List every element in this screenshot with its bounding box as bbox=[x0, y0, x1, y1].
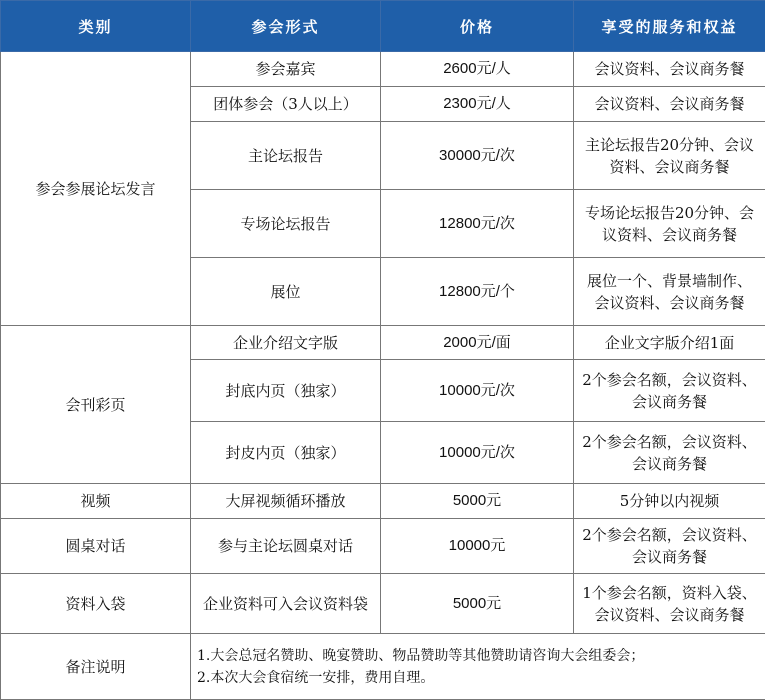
form-cell: 企业资料可入会议资料袋 bbox=[191, 574, 381, 634]
form-cell: 封皮内页（独家） bbox=[191, 422, 381, 484]
price-cell: 2600元/人 bbox=[381, 52, 574, 87]
service-cell: 企业文字版介绍1面 bbox=[574, 326, 765, 360]
header-price: 价格 bbox=[381, 1, 574, 52]
header-row bbox=[1, 1, 765, 52]
form-cell: 团体参会（3人以上） bbox=[191, 87, 381, 122]
category-cell: 参会参展论坛发言 bbox=[1, 52, 191, 326]
table-row bbox=[1, 52, 765, 87]
notes-row bbox=[1, 634, 765, 700]
note-line: 2.本次大会食宿统一安排，费用自理。 bbox=[197, 667, 761, 689]
category-cell: 会刊彩页 bbox=[1, 326, 191, 484]
service-cell: 2个参会名额，会议资料、会议商务餐 bbox=[574, 519, 765, 574]
form-cell: 主论坛报告 bbox=[191, 122, 381, 190]
service-cell: 5分钟以内视频 bbox=[574, 484, 765, 519]
category-cell: 资料入袋 bbox=[1, 574, 191, 634]
form-cell: 专场论坛报告 bbox=[191, 190, 381, 258]
service-cell: 会议资料、会议商务餐 bbox=[574, 52, 765, 87]
service-cell: 2个参会名额，会议资料、会议商务餐 bbox=[574, 422, 765, 484]
category-cell: 视频 bbox=[1, 484, 191, 519]
table-row bbox=[1, 519, 765, 574]
form-cell: 封底内页（独家） bbox=[191, 360, 381, 422]
price-cell: 10000元 bbox=[381, 519, 574, 574]
service-cell: 主论坛报告20分钟、会议资料、会议商务餐 bbox=[574, 122, 765, 190]
service-cell: 会议资料、会议商务餐 bbox=[574, 87, 765, 122]
price-cell: 30000元/次 bbox=[381, 122, 574, 190]
form-cell: 参与主论坛圆桌对话 bbox=[191, 519, 381, 574]
price-cell: 2000元/面 bbox=[381, 326, 574, 360]
service-cell: 专场论坛报告20分钟、会议资料、会议商务餐 bbox=[574, 190, 765, 258]
note-line: 1.大会总冠名赞助、晚宴赞助、物品赞助等其他赞助请咨询大会组委会； bbox=[197, 645, 761, 667]
service-cell: 展位一个、背景墙制作、会议资料、会议商务餐 bbox=[574, 258, 765, 326]
form-cell: 展位 bbox=[191, 258, 381, 326]
service-cell: 1个参会名额，资料入袋、会议资料、会议商务餐 bbox=[574, 574, 765, 634]
price-cell: 12800元/次 bbox=[381, 190, 574, 258]
notes-cell bbox=[191, 634, 765, 700]
price-cell: 12800元/个 bbox=[381, 258, 574, 326]
category-cell: 圆桌对话 bbox=[1, 519, 191, 574]
header-services: 享受的服务和权益 bbox=[574, 1, 765, 52]
price-cell: 2300元/人 bbox=[381, 87, 574, 122]
service-cell: 2个参会名额，会议资料、会议商务餐 bbox=[574, 360, 765, 422]
header-form: 参会形式 bbox=[191, 1, 381, 52]
category-cell: 备注说明 bbox=[1, 634, 191, 700]
price-cell: 5000元 bbox=[381, 574, 574, 634]
price-cell: 10000元/次 bbox=[381, 422, 574, 484]
table-row bbox=[1, 574, 765, 634]
form-cell: 大屏视频循环播放 bbox=[191, 484, 381, 519]
table-row bbox=[1, 484, 765, 519]
form-cell: 企业介绍文字版 bbox=[191, 326, 381, 360]
price-cell: 5000元 bbox=[381, 484, 574, 519]
price-cell: 10000元/次 bbox=[381, 360, 574, 422]
header-category: 类别 bbox=[1, 1, 191, 52]
form-cell: 参会嘉宾 bbox=[191, 52, 381, 87]
table-row bbox=[1, 326, 765, 360]
